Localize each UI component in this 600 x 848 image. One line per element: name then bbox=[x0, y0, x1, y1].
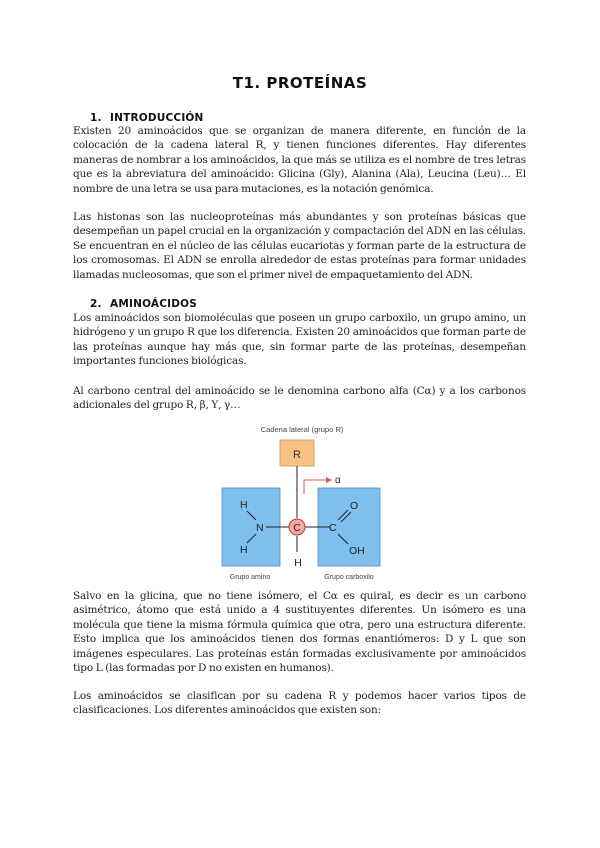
side-chain-label: Cadena lateral (grupo R) bbox=[260, 425, 344, 434]
section-heading-introduccion bbox=[90, 112, 204, 124]
section-number: 1. bbox=[90, 112, 102, 124]
amino-group-label: Grupo amino bbox=[229, 574, 271, 581]
paragraph: Existen 20 aminoácidos que se organizan de manera diferente, en función de la colocación de la cadena lateral R, y tienen funciones diferentes. Hay diferentes maneras de nombrar a los aminoácidos, la que más se utiliza es el nombre de tres letras que es la abreviatura del aminoácido: Glicina (Gly), Alanina (Ala), Leucina (Leu)… El nombre de una letra se usa para mutaciones, es la notación genómica. bbox=[73, 125, 526, 195]
alpha-arrowhead bbox=[326, 477, 332, 483]
oh-label: OH bbox=[349, 545, 365, 557]
carboxyl-group-label: Grupo carboxilo bbox=[324, 574, 374, 581]
amino-h-bottom: H bbox=[240, 544, 248, 556]
paragraph: Los aminoácidos se clasifican por su cadena R y podemos hacer varios tipos de clasificaciones. Los diferentes aminoácidos que existen son: bbox=[73, 690, 526, 717]
paragraph: Salvo en la glicina, que no tiene isómero, el Cα es quiral, es decir es un carbono asimétrico, átomo que está unido a 4 sustituyentes diferentes. Un isómero es una molécula que tiene la misma fórmula química que otra, pero una estructura diferente. Esto implica que los aminoácidos tienen dos formas enantiómeros: D y L que son imágenes especulares. Las proteínas están formadas exclusivamente por aminoácidos tipo L (las formadas por D no existen en humanos). bbox=[73, 590, 526, 675]
amino-h-top: H bbox=[240, 499, 248, 511]
paragraph: Al carbono central del aminoácido se le denomina carbono alfa (Cα) y a los carbonos adicionales del grupo R, β, Υ, γ… bbox=[73, 385, 526, 412]
o-label: O bbox=[350, 500, 359, 512]
paragraph: Las histonas son las nucleoproteínas más abundantes y son proteínas básicas que desempeñan un papel crucial en la organización y compactación del ADN en las células. Se encuentran en el núcleo de las células eucariotas y forman parte de la estructura de los cromosomas. El ADN se enrolla alrededor de estas proteínas para formar unidades llamadas nucleosomas, que son el primer nivel de empaquetamiento del ADN. bbox=[73, 211, 526, 281]
amino-acid-structure-diagram bbox=[218, 422, 386, 584]
alpha-h-label: H bbox=[294, 557, 302, 569]
n-label: N bbox=[256, 522, 264, 534]
r-label: R bbox=[293, 449, 301, 461]
section-title: AMINOÁCIDOS bbox=[110, 298, 198, 310]
alpha-label: α bbox=[335, 475, 341, 486]
section-number: 2. bbox=[90, 298, 102, 310]
carboxyl-c-label: C bbox=[329, 522, 337, 534]
c-alpha-label: C bbox=[293, 523, 301, 534]
section-title: INTRODUCCIÓN bbox=[110, 112, 204, 124]
paragraph: Los aminoácidos son biomoléculas que poseen un grupo carboxilo, un grupo amino, un hidrógeno y un grupo R que los diferencia. Existen 20 aminoácidos que forman parte de las proteínas aunque hay más que, sin formar parte de las proteínas, desempeñan importantes funciones biológicas. bbox=[73, 312, 526, 368]
page-title: T1. PROTEÍNAS bbox=[232, 74, 368, 92]
section-heading-aminoacidos bbox=[90, 298, 197, 310]
